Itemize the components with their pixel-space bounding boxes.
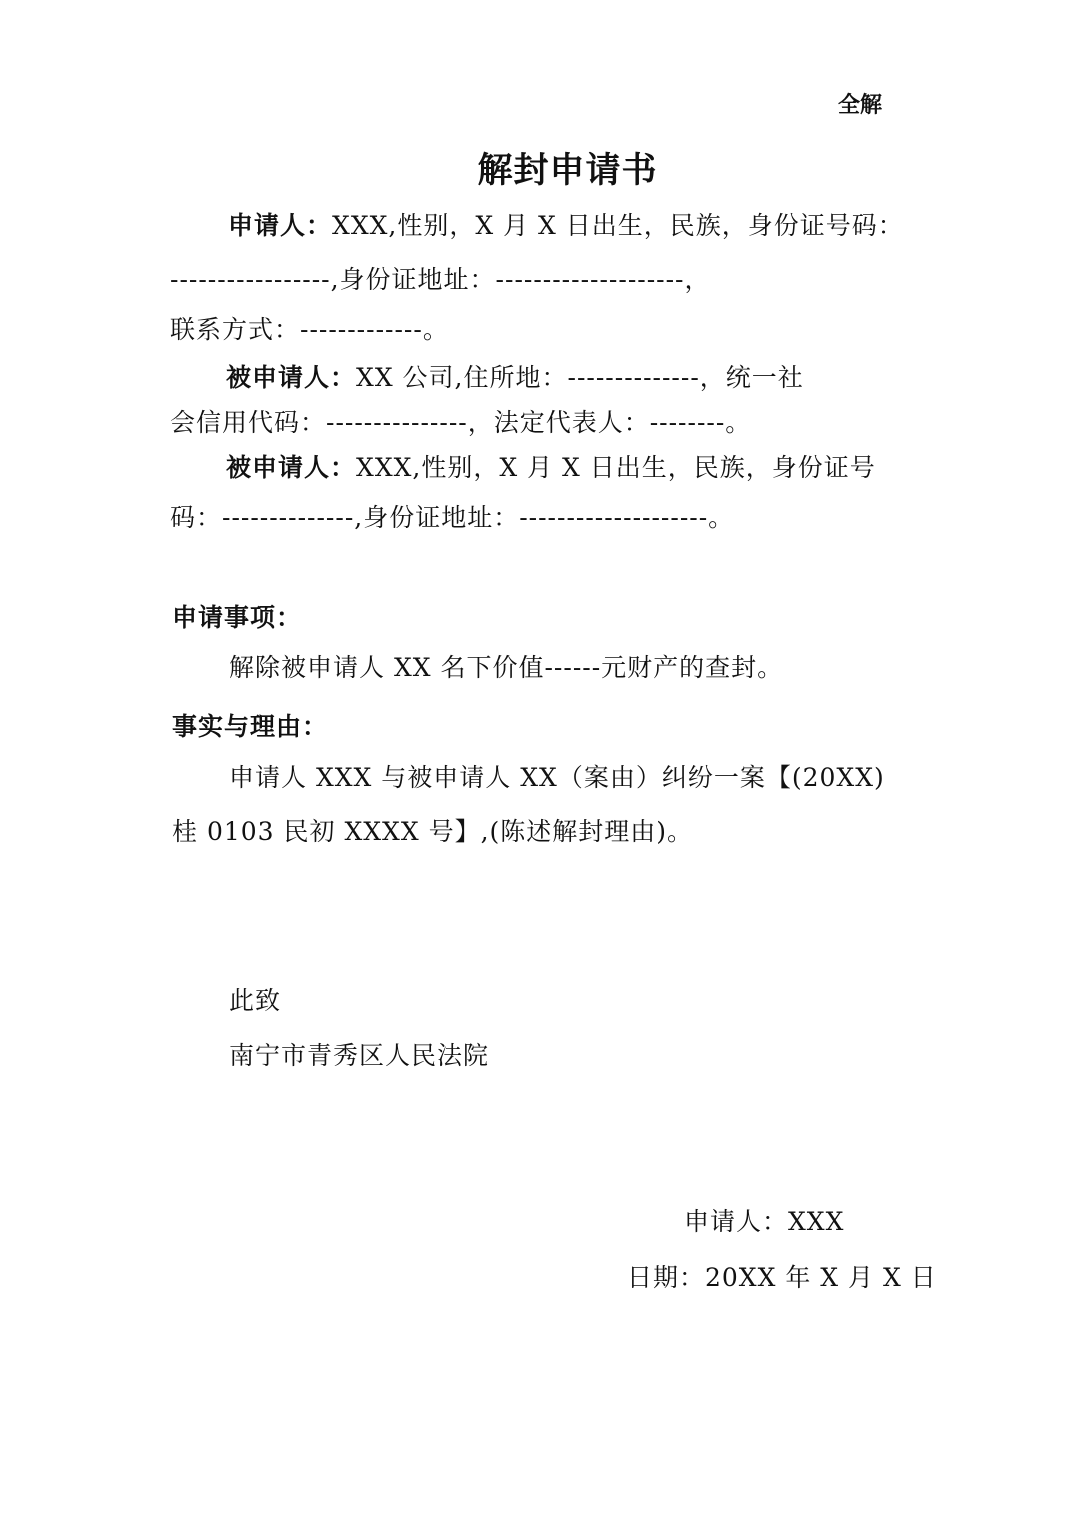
request-heading: 申请事项：	[172, 603, 303, 632]
document-title: 解封申请书	[477, 151, 658, 191]
facts-line-1: 申请人 XXX 与被申请人 XX（案由）纠纷一案【(20XX)	[229, 763, 885, 792]
corner-tag: 全解	[838, 93, 883, 118]
respondent-person-line-1	[226, 452, 876, 484]
respondent-person-line-2: 码：--------------,身份证地址：--------------------。	[170, 503, 735, 532]
applicant-details: XXX,性别，X 月 X 日出生，民族，身份证号码：	[332, 211, 904, 240]
respondent-company-line-1	[226, 362, 804, 394]
request-text: 解除被申请人 XX 名下价值------元财产的查封。	[229, 653, 784, 682]
applicant-label: 申请人：	[228, 211, 333, 240]
applicant-line-3: 联系方式：-------------。	[170, 315, 449, 344]
respondent-company-line-2: 会信用代码：---------------，法定代表人：--------。	[170, 408, 752, 437]
signature-applicant: 申请人：XXX	[684, 1207, 845, 1236]
closing-salutation: 此致	[229, 986, 282, 1015]
applicant-line-2: -----------------,身份证地址：--------------------，	[170, 265, 711, 294]
respondent-person-label: 被申请人：	[226, 453, 357, 482]
applicant-line-1	[228, 210, 904, 242]
facts-line-2: 桂 0103 民初 XXXX 号】,(陈述解封理由)。	[172, 817, 694, 846]
facts-heading: 事实与理由：	[172, 712, 329, 741]
respondent-company-label: 被申请人：	[226, 363, 357, 392]
signature-date: 日期：20XX 年 X 月 X 日	[627, 1263, 937, 1292]
respondent-person-details: XXX,性别，X 月 X 日出生，民族，身份证号	[356, 453, 876, 482]
closing-court: 南宁市青秀区人民法院	[229, 1041, 490, 1070]
respondent-company-details: XX 公司,住所地：--------------，统一社	[356, 363, 804, 392]
